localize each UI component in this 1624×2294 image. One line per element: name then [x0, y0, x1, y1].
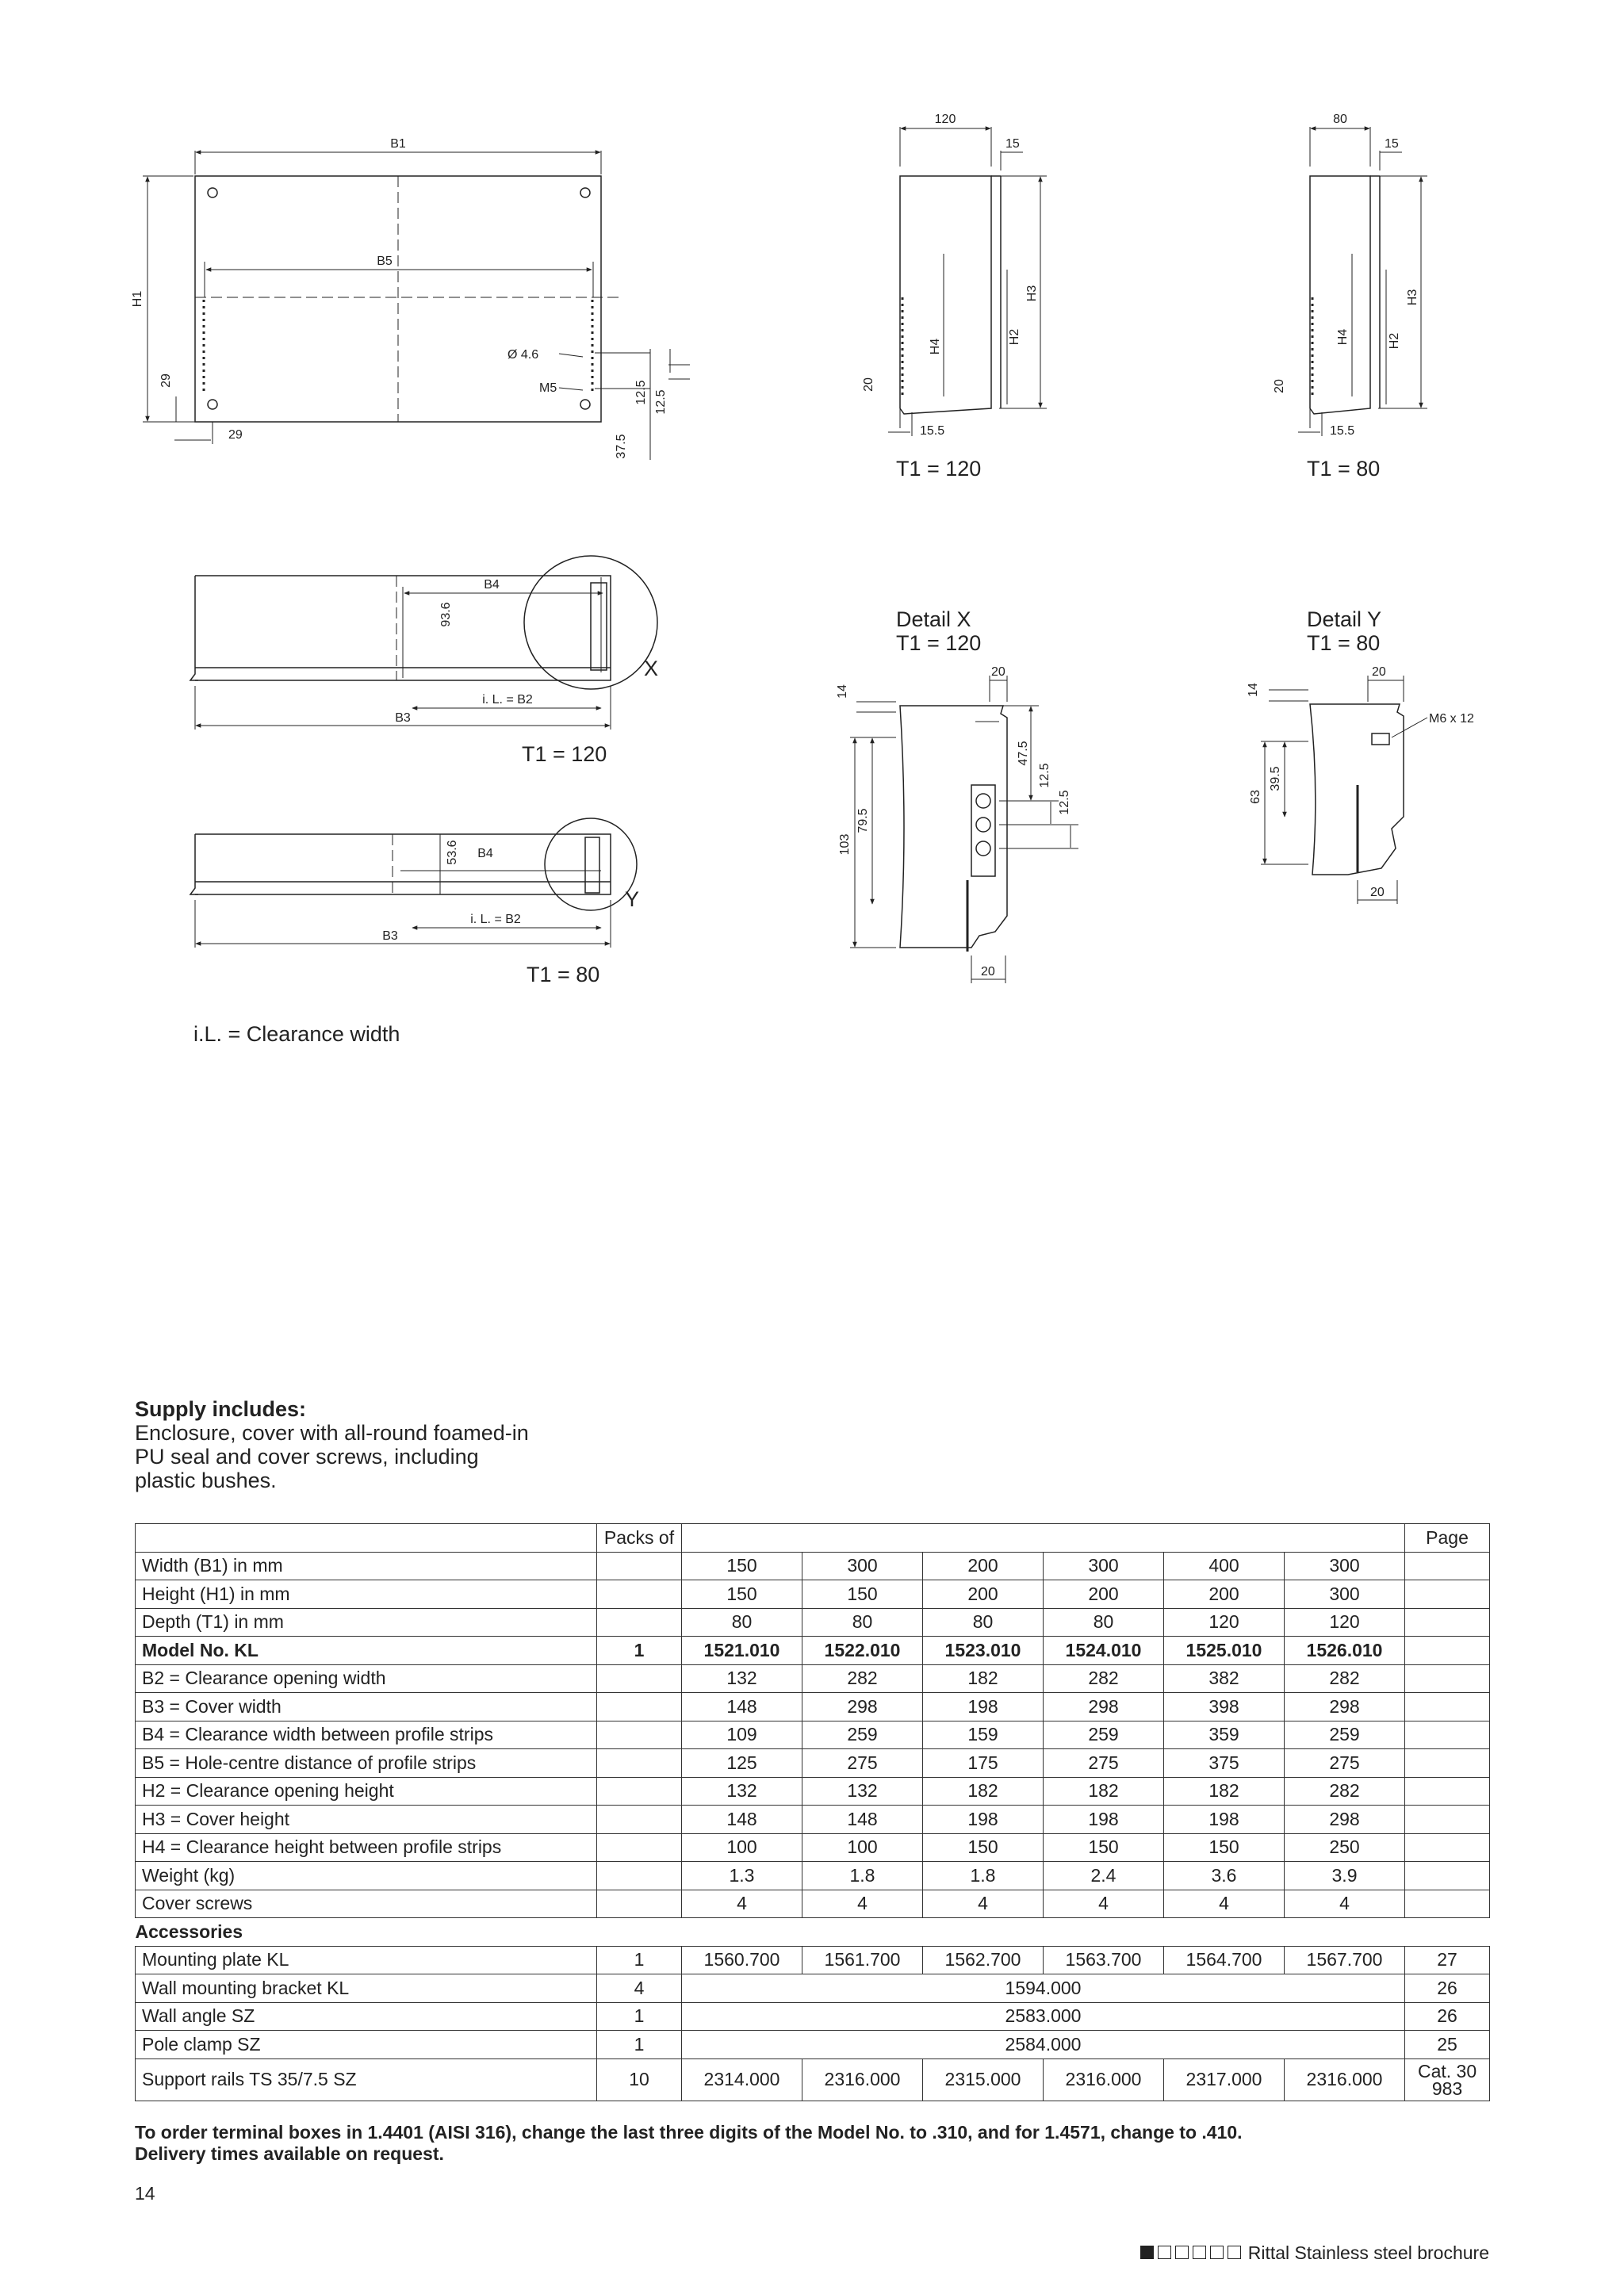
accessory-value: 1560.700 [682, 1946, 802, 1974]
dim-x-12-5-a: 12.5 [1038, 763, 1051, 788]
row-value: 200 [1164, 1580, 1285, 1609]
dim-15-5-a: 15.5 [920, 424, 945, 438]
clearance-width-note: i.L. = Clearance width [193, 1022, 400, 1046]
row-page [1405, 1721, 1490, 1749]
accessory-value: 1561.700 [802, 1946, 923, 1974]
accessory-packs: 1 [597, 1946, 682, 1974]
accessories-header-row [136, 1918, 1490, 1947]
row-packs [597, 1862, 682, 1890]
accessory-value-merged: 2583.000 [682, 2002, 1405, 2031]
row-value: 200 [923, 1580, 1044, 1609]
detail-y-subtitle: T1 = 80 [1307, 631, 1381, 655]
row-value: 150 [1044, 1833, 1164, 1862]
supply-line: plastic bushes. [135, 1469, 277, 1492]
row-value: 175 [923, 1749, 1044, 1778]
row-value: 300 [802, 1552, 923, 1580]
dim-y-20-bottom: 20 [1370, 886, 1385, 899]
table-row [136, 1693, 1490, 1721]
supply-heading: Supply includes: [135, 1397, 307, 1421]
accessory-packs: 10 [597, 2058, 682, 2101]
caption-top-80: T1 = 80 [527, 963, 600, 986]
order-note-line: Delivery times available on request. [135, 2143, 444, 2164]
row-page [1405, 1777, 1490, 1806]
dim-x-20-top: 20 [991, 665, 1005, 679]
row-value: 1523.010 [923, 1637, 1044, 1665]
accessory-value: 2316.000 [1044, 2058, 1164, 2101]
row-value: 259 [802, 1721, 923, 1749]
accessory-value: 1564.700 [1164, 1946, 1285, 1974]
dim-b3-a: B3 [395, 711, 411, 725]
row-packs [597, 1806, 682, 1834]
side-view-120-drawing [888, 127, 1047, 436]
row-value: 282 [1285, 1777, 1405, 1806]
dim-m5: M5 [539, 381, 557, 395]
row-page [1405, 1580, 1490, 1609]
dim-29-vertical: 29 [159, 373, 173, 388]
table-row [136, 1552, 1490, 1580]
accessory-page-line: Cat. 30 [1417, 2060, 1477, 2081]
dim-20-a: 20 [862, 377, 875, 392]
row-value: 150 [1164, 1833, 1285, 1862]
row-value: 1526.010 [1285, 1637, 1405, 1665]
header-values [682, 1524, 1405, 1553]
accessory-label: Mounting plate KL [136, 1946, 597, 1974]
row-label: H4 = Clearance height between profile strips [136, 1833, 597, 1862]
dim-12-5-a: 12.5 [634, 380, 648, 405]
dim-x-47-5: 47.5 [1017, 741, 1030, 766]
dim-y-m6: M6 x 12 [1429, 712, 1474, 726]
row-value: 4 [1044, 1890, 1164, 1918]
dim-x-79-5: 79.5 [856, 808, 870, 833]
specification-table [135, 1523, 1490, 2101]
dim-b5: B5 [377, 255, 393, 268]
row-value: 298 [1044, 1693, 1164, 1721]
row-label: H2 = Clearance opening height [136, 1777, 597, 1806]
accessory-label: Support rails TS 35/7.5 SZ [136, 2058, 597, 2101]
table-row [136, 1580, 1490, 1609]
dim-20-b: 20 [1273, 379, 1286, 393]
row-value: 275 [1285, 1749, 1405, 1778]
dim-b4-b: B4 [477, 847, 493, 860]
row-packs [597, 1580, 682, 1609]
row-value: 198 [1044, 1806, 1164, 1834]
empty-square-icon [1210, 2246, 1224, 2259]
row-value: 1522.010 [802, 1637, 923, 1665]
dim-93-6: 93.6 [439, 602, 453, 627]
section-indicator [1140, 2242, 1245, 2264]
row-value: 375 [1164, 1749, 1285, 1778]
dim-b3-b: B3 [382, 929, 398, 943]
dim-x-20-bottom: 20 [981, 965, 995, 978]
row-page [1405, 1608, 1490, 1637]
dim-h1: H1 [131, 290, 144, 308]
row-value: 1.8 [923, 1862, 1044, 1890]
row-page [1405, 1806, 1490, 1834]
table-row [136, 1833, 1490, 1862]
dim-12-5-b: 12.5 [654, 389, 668, 415]
page-number: 14 [135, 2183, 155, 2204]
table-row [136, 1608, 1490, 1637]
row-label: Height (H1) in mm [136, 1580, 597, 1609]
label-y: Y [625, 887, 640, 911]
row-label: Width (B1) in mm [136, 1552, 597, 1580]
row-packs: 1 [597, 1637, 682, 1665]
dim-x-103: 103 [838, 833, 852, 856]
row-value: 398 [1164, 1693, 1285, 1721]
table-row [136, 1890, 1490, 1918]
row-value: 4 [923, 1890, 1044, 1918]
dim-y-39-5: 39.5 [1269, 766, 1282, 791]
row-value: 100 [682, 1833, 802, 1862]
caption-side-80: T1 = 80 [1307, 457, 1381, 481]
dim-il-b2-b: i. L. = B2 [470, 913, 521, 926]
row-value: 300 [1044, 1552, 1164, 1580]
accessory-packs: 1 [597, 2031, 682, 2059]
table-row [136, 1664, 1490, 1693]
row-page [1405, 1693, 1490, 1721]
row-value: 182 [923, 1664, 1044, 1693]
row-value: 250 [1285, 1833, 1405, 1862]
row-value: 282 [802, 1664, 923, 1693]
row-value: 300 [1285, 1552, 1405, 1580]
header-empty [136, 1524, 597, 1553]
row-value: 282 [1285, 1664, 1405, 1693]
row-label: H3 = Cover height [136, 1806, 597, 1834]
dim-hole-diameter: Ø 4.6 [508, 348, 539, 362]
top-view-120-drawing [190, 556, 657, 730]
row-page [1405, 1637, 1490, 1665]
row-label: Model No. KL [136, 1637, 597, 1665]
dim-15-5-b: 15.5 [1330, 424, 1355, 438]
dim-y-14: 14 [1247, 683, 1260, 697]
row-value: 100 [802, 1833, 923, 1862]
row-value: 159 [923, 1721, 1044, 1749]
detail-y-drawing [1261, 676, 1427, 904]
row-value: 1.3 [682, 1862, 802, 1890]
header-page: Page [1405, 1524, 1490, 1553]
row-value: 109 [682, 1721, 802, 1749]
table-row [136, 1721, 1490, 1749]
row-value: 150 [802, 1580, 923, 1609]
empty-square-icon [1175, 2246, 1189, 2259]
row-packs [597, 1608, 682, 1637]
row-value: 298 [1285, 1693, 1405, 1721]
accessory-label: Pole clamp SZ [136, 2031, 597, 2059]
accessory-value-merged: 1594.000 [682, 1974, 1405, 2003]
row-value: 4 [1285, 1890, 1405, 1918]
row-value: 148 [802, 1806, 923, 1834]
accessory-value: 1567.700 [1285, 1946, 1405, 1974]
table-header-row [136, 1524, 1490, 1553]
row-packs [597, 1552, 682, 1580]
accessory-row [136, 1974, 1490, 2003]
caption-top-120: T1 = 120 [522, 742, 607, 766]
filled-square-icon [1140, 2246, 1154, 2259]
row-value: 298 [802, 1693, 923, 1721]
table-row [136, 1806, 1490, 1834]
row-value: 259 [1285, 1721, 1405, 1749]
row-value: 1525.010 [1164, 1637, 1285, 1665]
row-value: 150 [682, 1580, 802, 1609]
detail-x-subtitle: T1 = 120 [896, 631, 982, 655]
dim-29-horizontal: 29 [228, 428, 243, 442]
row-value: 182 [923, 1777, 1044, 1806]
empty-square-icon [1193, 2246, 1206, 2259]
supply-includes [135, 1397, 579, 1492]
accessory-row [136, 2002, 1490, 2031]
dim-b1: B1 [390, 137, 406, 151]
accessory-page-line: 983 [1431, 2078, 1463, 2099]
detail-x-title: Detail X [896, 607, 971, 631]
technical-drawings [0, 0, 1624, 1078]
row-label: B5 = Hole-centre distance of profile strips [136, 1749, 597, 1778]
footer [1140, 2242, 1489, 2264]
detail-y-title: Detail Y [1307, 607, 1382, 631]
dim-h3-a: H3 [1025, 285, 1039, 302]
row-label: Depth (T1) in mm [136, 1608, 597, 1637]
row-value: 198 [923, 1806, 1044, 1834]
row-label: Cover screws [136, 1890, 597, 1918]
row-value: 182 [1164, 1777, 1285, 1806]
accessory-value: 2314.000 [682, 2058, 802, 2101]
accessory-page [1405, 2058, 1490, 2101]
row-value: 298 [1285, 1806, 1405, 1834]
row-value: 3.9 [1285, 1862, 1405, 1890]
row-value: 1521.010 [682, 1637, 802, 1665]
accessory-value: 1563.700 [1044, 1946, 1164, 1974]
header-packs: Packs of [597, 1524, 682, 1553]
row-value: 120 [1164, 1608, 1285, 1637]
dim-15-a: 15 [1005, 137, 1020, 151]
row-label: B4 = Clearance width between profile strips [136, 1721, 597, 1749]
order-note-line: To order terminal boxes in 1.4401 (AISI 316), change the last three digits of the Model No. to .310, and for 1.4571, change to .410. [135, 2122, 1243, 2143]
row-value: 359 [1164, 1721, 1285, 1749]
dim-il-b2-a: i. L. = B2 [482, 693, 533, 707]
row-page [1405, 1890, 1490, 1918]
row-value: 125 [682, 1749, 802, 1778]
top-view-80-drawing [190, 818, 640, 948]
row-value: 200 [923, 1552, 1044, 1580]
row-value: 80 [682, 1608, 802, 1637]
row-value: 182 [1044, 1777, 1164, 1806]
accessory-row [136, 1946, 1490, 1974]
dim-x-12-5-b: 12.5 [1058, 790, 1071, 815]
row-value: 282 [1044, 1664, 1164, 1693]
accessories-label: Accessories [135, 1921, 243, 1942]
dim-h3-b: H3 [1406, 289, 1419, 306]
row-value: 198 [923, 1693, 1044, 1721]
order-note [135, 2122, 1483, 2165]
accessory-value: 2316.000 [1285, 2058, 1405, 2101]
table-row [136, 1637, 1490, 1665]
row-packs [597, 1693, 682, 1721]
accessory-label: Wall mounting bracket KL [136, 1974, 597, 2003]
row-packs [597, 1749, 682, 1778]
row-value: 132 [682, 1777, 802, 1806]
row-value: 3.6 [1164, 1862, 1285, 1890]
accessory-row [136, 2031, 1490, 2059]
table-row [136, 1777, 1490, 1806]
dim-h2-b: H2 [1388, 332, 1401, 350]
dim-53-6: 53.6 [446, 840, 459, 865]
row-value: 132 [682, 1664, 802, 1693]
row-value: 80 [802, 1608, 923, 1637]
row-label: B2 = Clearance opening width [136, 1664, 597, 1693]
row-value: 198 [1164, 1806, 1285, 1834]
row-page [1405, 1749, 1490, 1778]
row-value: 4 [682, 1890, 802, 1918]
row-value: 382 [1164, 1664, 1285, 1693]
detail-x-drawing [850, 676, 1078, 983]
supply-line: PU seal and cover screws, including [135, 1445, 479, 1469]
dim-15-b: 15 [1385, 137, 1399, 151]
row-packs [597, 1721, 682, 1749]
row-value: 80 [923, 1608, 1044, 1637]
accessory-row [136, 2058, 1490, 2101]
row-packs [597, 1833, 682, 1862]
row-value: 132 [802, 1777, 923, 1806]
row-value: 80 [1044, 1608, 1164, 1637]
row-page [1405, 1664, 1490, 1693]
dim-h2-a: H2 [1008, 328, 1021, 346]
row-value: 150 [923, 1833, 1044, 1862]
row-page [1405, 1552, 1490, 1580]
row-label: B3 = Cover width [136, 1693, 597, 1721]
row-packs [597, 1890, 682, 1918]
row-value: 150 [682, 1552, 802, 1580]
dim-h4-b: H4 [1336, 328, 1350, 346]
supply-line: Enclosure, cover with all-round foamed-in [135, 1421, 529, 1445]
accessory-page: 27 [1405, 1946, 1490, 1974]
side-view-80-drawing [1298, 127, 1427, 436]
accessory-value: 2316.000 [802, 2058, 923, 2101]
dim-y-20-top: 20 [1372, 665, 1386, 679]
row-value: 275 [1044, 1749, 1164, 1778]
accessory-value-merged: 2584.000 [682, 2031, 1405, 2059]
accessory-value: 1562.700 [923, 1946, 1044, 1974]
row-value: 259 [1044, 1721, 1164, 1749]
accessory-page: 26 [1405, 1974, 1490, 2003]
row-value: 120 [1285, 1608, 1405, 1637]
accessory-page: 26 [1405, 2002, 1490, 2031]
dim-y-63: 63 [1249, 790, 1262, 804]
row-value: 1524.010 [1044, 1637, 1164, 1665]
label-x: X [644, 657, 659, 680]
row-value: 275 [802, 1749, 923, 1778]
dim-120: 120 [934, 113, 956, 126]
row-page [1405, 1833, 1490, 1862]
table-row [136, 1862, 1490, 1890]
footer-title: Rittal Stainless steel brochure [1247, 2242, 1489, 2263]
accessory-page: 25 [1405, 2031, 1490, 2059]
row-packs [597, 1777, 682, 1806]
accessory-value: 2317.000 [1164, 2058, 1285, 2101]
row-value: 148 [682, 1693, 802, 1721]
row-value: 4 [802, 1890, 923, 1918]
dim-37-5: 37.5 [615, 434, 628, 459]
dim-80: 80 [1333, 113, 1347, 126]
row-value: 1.8 [802, 1862, 923, 1890]
row-page [1405, 1862, 1490, 1890]
row-value: 300 [1285, 1580, 1405, 1609]
row-value: 400 [1164, 1552, 1285, 1580]
accessory-value: 2315.000 [923, 2058, 1044, 2101]
empty-square-icon [1158, 2246, 1171, 2259]
dim-h4-a: H4 [929, 338, 942, 355]
accessory-packs: 1 [597, 2002, 682, 2031]
row-value: 148 [682, 1806, 802, 1834]
row-packs [597, 1664, 682, 1693]
caption-side-120: T1 = 120 [896, 457, 982, 481]
front-view-drawing [143, 151, 690, 460]
dim-x-14: 14 [836, 684, 849, 699]
row-label: Weight (kg) [136, 1862, 597, 1890]
row-value: 4 [1164, 1890, 1285, 1918]
accessory-packs: 4 [597, 1974, 682, 2003]
empty-square-icon [1228, 2246, 1241, 2259]
row-value: 2.4 [1044, 1862, 1164, 1890]
accessory-label: Wall angle SZ [136, 2002, 597, 2031]
dim-b4-a: B4 [484, 578, 500, 592]
row-value: 200 [1044, 1580, 1164, 1609]
table-row [136, 1749, 1490, 1778]
